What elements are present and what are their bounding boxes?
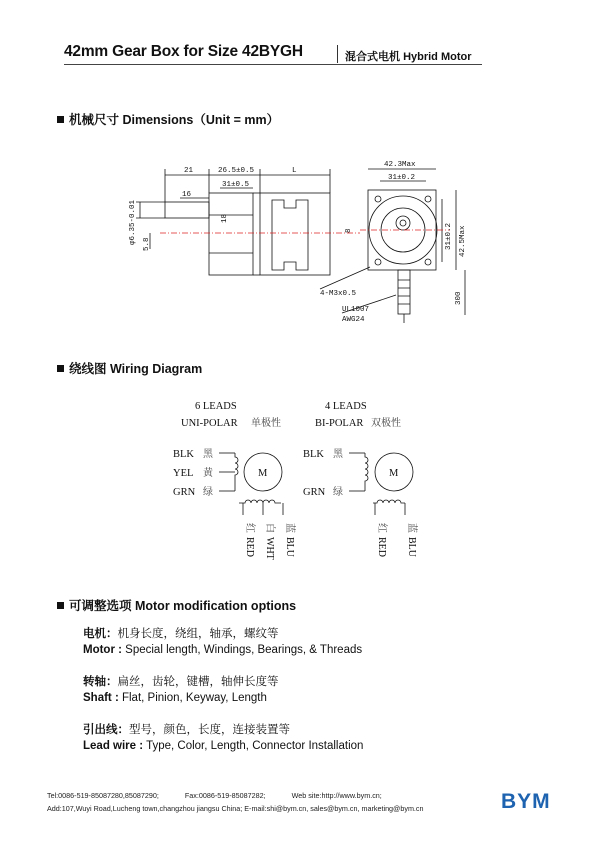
footer-web: Web site:http://www.bym.cn; xyxy=(291,791,382,800)
dim-31-b: 31±0.2 xyxy=(388,174,416,182)
right-wire-grn-cn: 绿 xyxy=(333,487,343,498)
left-bottom-wht-cn: 白 xyxy=(264,523,275,533)
title-divider xyxy=(337,45,338,63)
left-type: UNI-POLAR xyxy=(181,418,238,429)
dim-5-8: 5.8 xyxy=(143,237,151,251)
right-coil-horizontal xyxy=(373,500,405,503)
page-subtitle xyxy=(345,48,472,64)
right-type-cn: 双极性 xyxy=(371,418,401,429)
footer-tel: Tel:0086-519-85087280,85087290; xyxy=(47,791,159,800)
option-motor-en: Motor : Special length, Windings, Bearings, & Threads xyxy=(83,644,363,656)
dim-awg24: AWG24 xyxy=(342,316,365,324)
options-heading xyxy=(57,596,296,614)
dim-8: 8 xyxy=(345,228,353,233)
right-type: BI-POLAR xyxy=(315,418,364,429)
dim-21: 21 xyxy=(184,167,194,175)
options-heading-text: 可调整选项 Motor modification options xyxy=(69,599,297,613)
page-title: 42mm Gear Box for Size 42BYGH xyxy=(64,43,303,60)
dim-L: L xyxy=(292,167,297,175)
left-wire-grn-cn: 绿 xyxy=(203,487,213,498)
right-wire-grn: GRN xyxy=(303,487,326,498)
option-leadwire-en: Lead wire : Type, Color, Length, Connector Installation xyxy=(83,740,364,752)
left-bottom-blu: BLU xyxy=(284,537,295,557)
gearbox-outline xyxy=(209,193,253,275)
left-wire-yel: YEL xyxy=(173,468,194,479)
right-bottom-blu: BLU xyxy=(406,537,417,557)
left-bottom-red: RED xyxy=(244,537,255,557)
left-type-cn: 单极性 xyxy=(251,418,281,429)
option-motor-cn: 电机：机身长度，绕组，轴承，螺纹等 xyxy=(83,628,279,640)
left-wire-grn: GRN xyxy=(173,487,196,498)
right-leads: 4 LEADS xyxy=(325,401,367,412)
dim-16: 16 xyxy=(182,191,192,199)
footer-address: Add:107,Wuyi Road,Lucheng town,changzhou jiangsu China; E-mail:shi@bym.cn, sales@bym.cn, marketing@bym.cn xyxy=(47,804,424,813)
left-coil-vertical xyxy=(235,453,238,491)
dim-300: 300 xyxy=(455,291,463,305)
left-leads: 6 LEADS xyxy=(195,401,237,412)
dim-m3: 4-M3x0.5 xyxy=(320,290,357,298)
right-bottom-red: RED xyxy=(376,537,387,557)
dimension-drawing xyxy=(120,155,480,335)
right-bottom-red-cn: 红 xyxy=(376,523,387,533)
wiring-heading xyxy=(57,359,202,377)
subtitle-cn: 混合式电机 xyxy=(345,51,400,63)
bullet-square-icon xyxy=(57,116,64,123)
dim-shaft: φ6.35-0.01 xyxy=(129,199,137,245)
option-shaft-en: Shaft : Flat, Pinion, Keyway, Length xyxy=(83,692,267,704)
dim-42-3: 42.3Max xyxy=(384,161,416,169)
left-wire-yel-cn: 黄 xyxy=(203,468,213,479)
dim-ul1007: UL1007 xyxy=(342,306,370,314)
motor-body-outline xyxy=(260,193,330,275)
dim-18: 18 xyxy=(221,213,229,223)
dimensions-heading xyxy=(57,110,279,128)
subtitle-en: Hybrid Motor xyxy=(403,51,472,63)
right-wire-blk-cn: 黑 xyxy=(333,449,343,460)
option-leadwire-cn: 引出线：型号，颜色，长度，连接装置等 xyxy=(83,724,290,736)
title-rule xyxy=(64,64,482,65)
left-bottom-red-cn: 红 xyxy=(244,523,255,533)
dim-42-5: 42.5Max xyxy=(459,225,467,257)
dim-31-c: 31±0.2 xyxy=(445,222,453,250)
dim-26-5: 26.5±0.5 xyxy=(218,167,255,175)
left-wire-blk: BLK xyxy=(173,449,194,460)
bullet-square-icon xyxy=(57,602,64,609)
dim-31-a: 31±0.5 xyxy=(222,181,250,189)
right-motor-label: M xyxy=(389,468,399,479)
bullet-square-icon xyxy=(57,365,64,372)
left-bottom-wht: WHT xyxy=(264,537,275,560)
footer-fax: Fax:0086-519-85087282; xyxy=(184,791,266,800)
wiring-heading-text: 绕线图 Wiring Diagram xyxy=(69,362,203,376)
right-wire-blk: BLK xyxy=(303,449,324,460)
left-wire-blk-cn: 黑 xyxy=(203,449,213,460)
left-bottom-blu-cn: 蓝 xyxy=(284,523,295,533)
footer-contact-line xyxy=(47,791,382,800)
left-motor-label: M xyxy=(258,468,268,479)
right-coil-vertical xyxy=(365,453,368,491)
company-logo: BYM xyxy=(501,790,551,813)
dimensions-heading-text: 机械尺寸 Dimensions（Unit = mm） xyxy=(69,113,280,127)
right-bottom-blu-cn: 蓝 xyxy=(406,523,417,533)
left-coil-horizontal xyxy=(239,500,281,503)
shaft-outline xyxy=(165,202,209,218)
option-shaft-cn: 转轴：扁丝，齿轮，键槽，轴伸长度等 xyxy=(83,676,279,688)
wiring-diagram xyxy=(165,395,435,565)
